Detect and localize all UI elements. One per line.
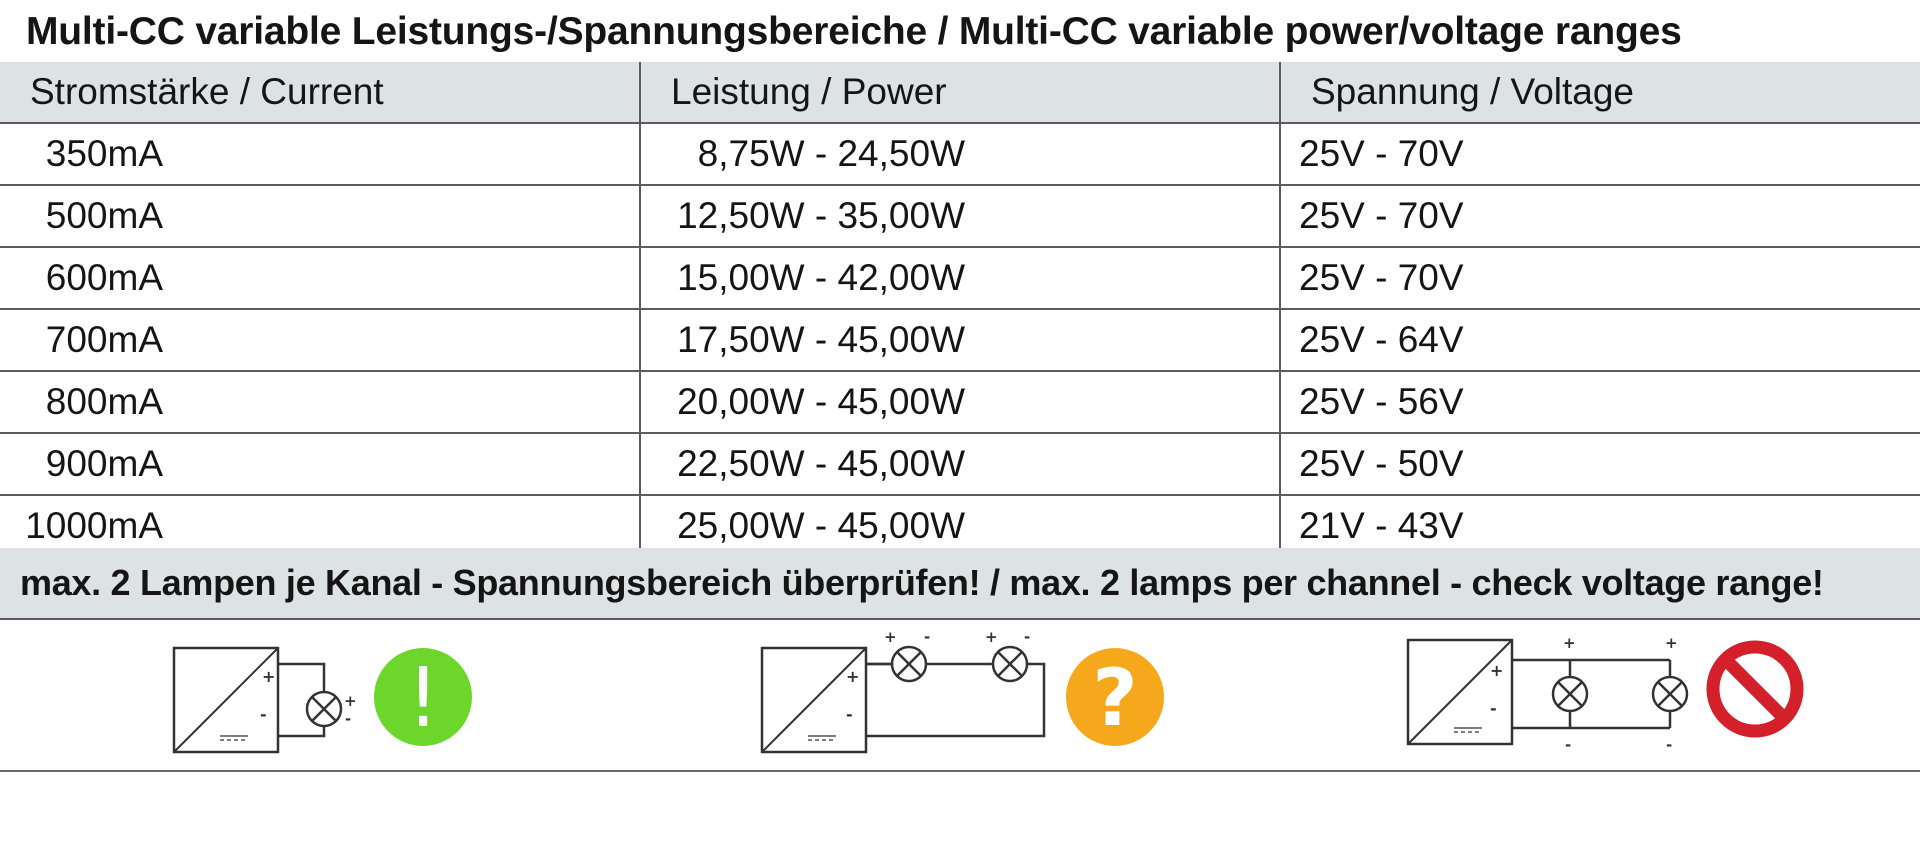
table-row xyxy=(0,433,1920,495)
cell-voltage: 25V - 70V xyxy=(1280,123,1920,185)
header-current: Stromstärke / Current xyxy=(0,62,640,123)
cell-current: 800mA xyxy=(0,371,640,433)
svg-text:+: + xyxy=(1490,661,1504,680)
cell-voltage: 25V - 64V xyxy=(1280,309,1920,371)
question-icon xyxy=(1066,648,1164,746)
cell-voltage: 25V - 56V xyxy=(1280,371,1920,433)
svg-text:+: + xyxy=(985,628,998,646)
svg-text:-: - xyxy=(924,628,931,646)
cell-power: 17,50W - 45,00W xyxy=(640,309,1280,371)
cell-power: 25,00W - 45,00W xyxy=(640,495,1280,557)
cell-current: 600mA xyxy=(0,247,640,309)
cell-current: 700mA xyxy=(0,309,640,371)
cell-power: 20,00W - 45,00W xyxy=(640,371,1280,433)
cell-current: 900mA xyxy=(0,433,640,495)
svg-text:?: ? xyxy=(1092,654,1138,744)
table-header-row xyxy=(0,62,1920,123)
cell-power: 12,50W - 35,00W xyxy=(640,185,1280,247)
cell-voltage: 25V - 50V xyxy=(1280,433,1920,495)
svg-text:-: - xyxy=(846,705,853,724)
svg-text:+: + xyxy=(344,692,357,710)
cell-voltage: 25V - 70V xyxy=(1280,185,1920,247)
table-row xyxy=(0,123,1920,185)
wiring-diagrams xyxy=(0,620,1920,770)
notice-text: max. 2 Lampen je Kanal - Spannungsbereich überprüfen! / max. 2 lamps per channel - check voltage range! xyxy=(20,562,1824,603)
svg-text:-: - xyxy=(1565,736,1572,754)
svg-text:+: + xyxy=(1563,634,1576,652)
cell-power: 15,00W - 42,00W xyxy=(640,247,1280,309)
bottom-divider xyxy=(0,770,1920,772)
svg-text:-: - xyxy=(260,705,267,724)
diagram-single-lamp xyxy=(174,648,357,752)
prohibited-icon xyxy=(1713,647,1797,731)
svg-text:+: + xyxy=(262,667,276,686)
specification-table xyxy=(0,62,1920,558)
exclamation-icon xyxy=(374,648,472,746)
cell-current: 500mA xyxy=(0,185,640,247)
cell-current: 1000mA xyxy=(0,495,640,557)
svg-text:-: - xyxy=(1490,699,1497,718)
notice-banner xyxy=(0,548,1920,620)
svg-text:-: - xyxy=(1666,736,1673,754)
cell-voltage: 25V - 70V xyxy=(1280,247,1920,309)
diagram-series-lamps xyxy=(762,628,1044,752)
svg-text:+: + xyxy=(884,628,897,646)
svg-text:-: - xyxy=(345,710,352,728)
cell-power: 8,75W - 24,50W xyxy=(640,123,1280,185)
table-row xyxy=(0,185,1920,247)
header-power: Leistung / Power xyxy=(640,62,1280,123)
diagram-parallel-lamps xyxy=(1408,634,1687,754)
cell-power: 22,50W - 45,00W xyxy=(640,433,1280,495)
svg-text:!: ! xyxy=(406,651,440,746)
svg-text:-: - xyxy=(1024,628,1031,646)
page-title: Multi-CC variable Leistungs-/Spannungsbereiche / Multi-CC variable power/voltage ranges xyxy=(26,10,1682,53)
cell-current: 350mA xyxy=(0,123,640,185)
table-row xyxy=(0,247,1920,309)
svg-text:+: + xyxy=(1665,634,1678,652)
table-row xyxy=(0,371,1920,433)
cell-voltage: 21V - 43V xyxy=(1280,495,1920,557)
header-voltage: Spannung / Voltage xyxy=(1280,62,1920,123)
svg-text:+: + xyxy=(846,667,860,686)
table-row xyxy=(0,309,1920,371)
